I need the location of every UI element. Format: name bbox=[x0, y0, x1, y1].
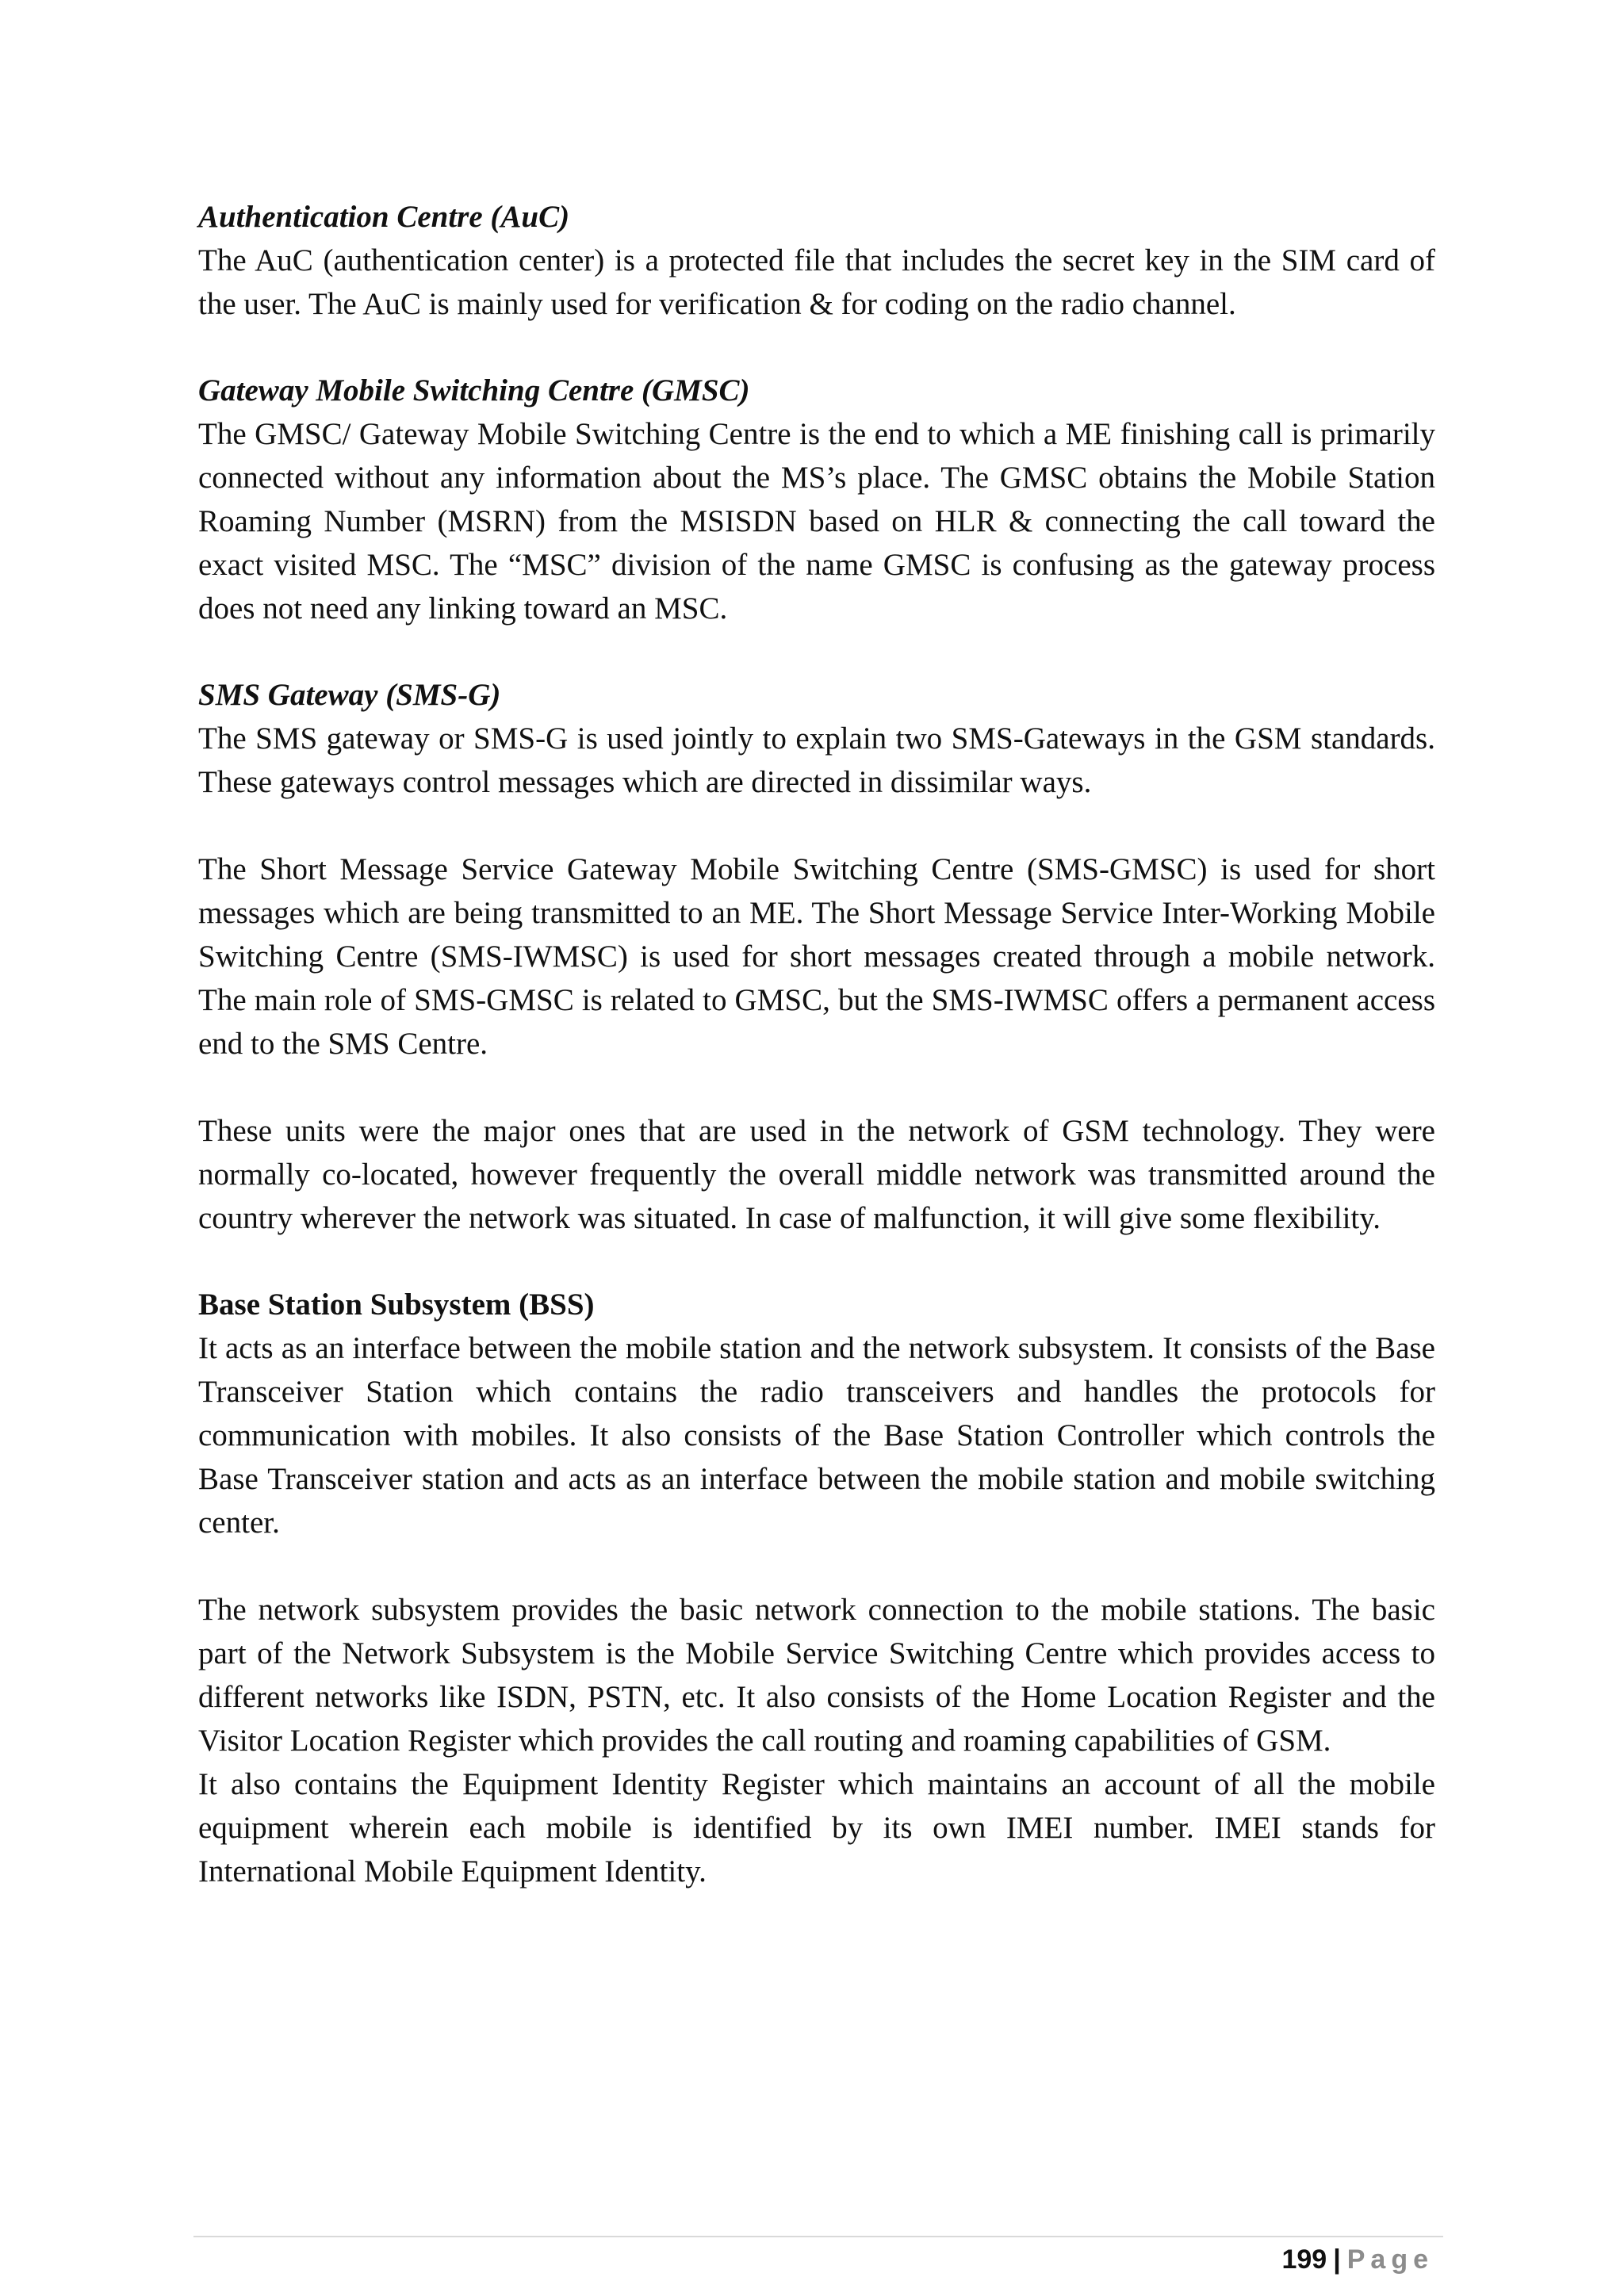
section-heading: Gateway Mobile Switching Centre (GMSC) bbox=[198, 373, 750, 408]
section-gmsc bbox=[198, 369, 1435, 630]
paragraph: The GMSC/ Gateway Mobile Switching Centre is the end to which a ME finishing call is primarily connected without any information about the MS’s place. The GMSC obtains the Mobile Station Roaming Number (MSRN) from the MSISDN based on HLR & connecting the call toward the exact visited MSC. The “MSC” division of the name GMSC is confusing as the gateway process does not need any linking toward an MSC. bbox=[198, 417, 1435, 626]
paragraph: The Short Message Service Gateway Mobile Switching Centre (SMS-GMSC) is used for short messages which are being transmitted to an ME. The Short Message Service Inter-Working Mobile Switching Centre (SMS-IWMSC) is used for short messages created through a mobile network. The main role of SMS-GMSC is related to GMSC, but the SMS-IWMSC offers a permanent access end to the SMS Centre. bbox=[198, 852, 1435, 1061]
footer-divider bbox=[193, 2236, 1443, 2237]
section-heading: Base Station Subsystem (BSS) bbox=[198, 1288, 595, 1322]
section-sms-gateway bbox=[198, 673, 1435, 1240]
section-bss bbox=[198, 1283, 1435, 1893]
paragraph: The SMS gateway or SMS-G is used jointly to explain two SMS-Gateways in the GSM standards. These gateways control messages which are directed in dissimilar ways. bbox=[198, 721, 1435, 799]
section-heading: SMS Gateway (SMS-G) bbox=[198, 678, 501, 712]
section-auc bbox=[198, 195, 1435, 326]
footer-separator: | bbox=[1333, 2244, 1341, 2275]
page-footer bbox=[1281, 2241, 1434, 2279]
section-heading: Authentication Centre (AuC) bbox=[198, 200, 570, 234]
paragraph: The AuC (authentication center) is a protected file that includes the secret key in the SIM card of the user. The AuC is mainly used for verification & for coding on the radio channel. bbox=[198, 243, 1435, 321]
page-content bbox=[198, 195, 1435, 1936]
paragraph: The network subsystem provides the basic network connection to the mobile stations. The basic part of the Network Subsystem is the Mobile Service Switching Centre which provides access to different networks like ISDN, PSTN, etc. It also consists of the Home Location Register and the Visitor Location Register which provides the call routing and roaming capabilities of GSM. bbox=[198, 1593, 1435, 1758]
page-number: 199 bbox=[1281, 2244, 1327, 2275]
paragraph: It also contains the Equipment Identity Register which maintains an account of all the mobile equipment wherein each mobile is identified by its own IMEI number. IMEI stands for International Mobile Equipment Identity. bbox=[198, 1767, 1435, 1888]
paragraph: These units were the major ones that are used in the network of GSM technology. They were normally co-located, however frequently the overall middle network was transmitted around the country wherever the network was situated. In case of malfunction, it will give some flexibility. bbox=[198, 1114, 1435, 1235]
page-label: Page bbox=[1346, 2244, 1434, 2275]
paragraph: It acts as an interface between the mobile station and the network subsystem. It consists of the Base Transceiver Station which contains the radio transceivers and handles the protocols for communication with mobiles. It also consists of the Base Station Controller which controls the Base Transceiver station and acts as an interface between the mobile station and mobile switching center. bbox=[198, 1331, 1435, 1540]
